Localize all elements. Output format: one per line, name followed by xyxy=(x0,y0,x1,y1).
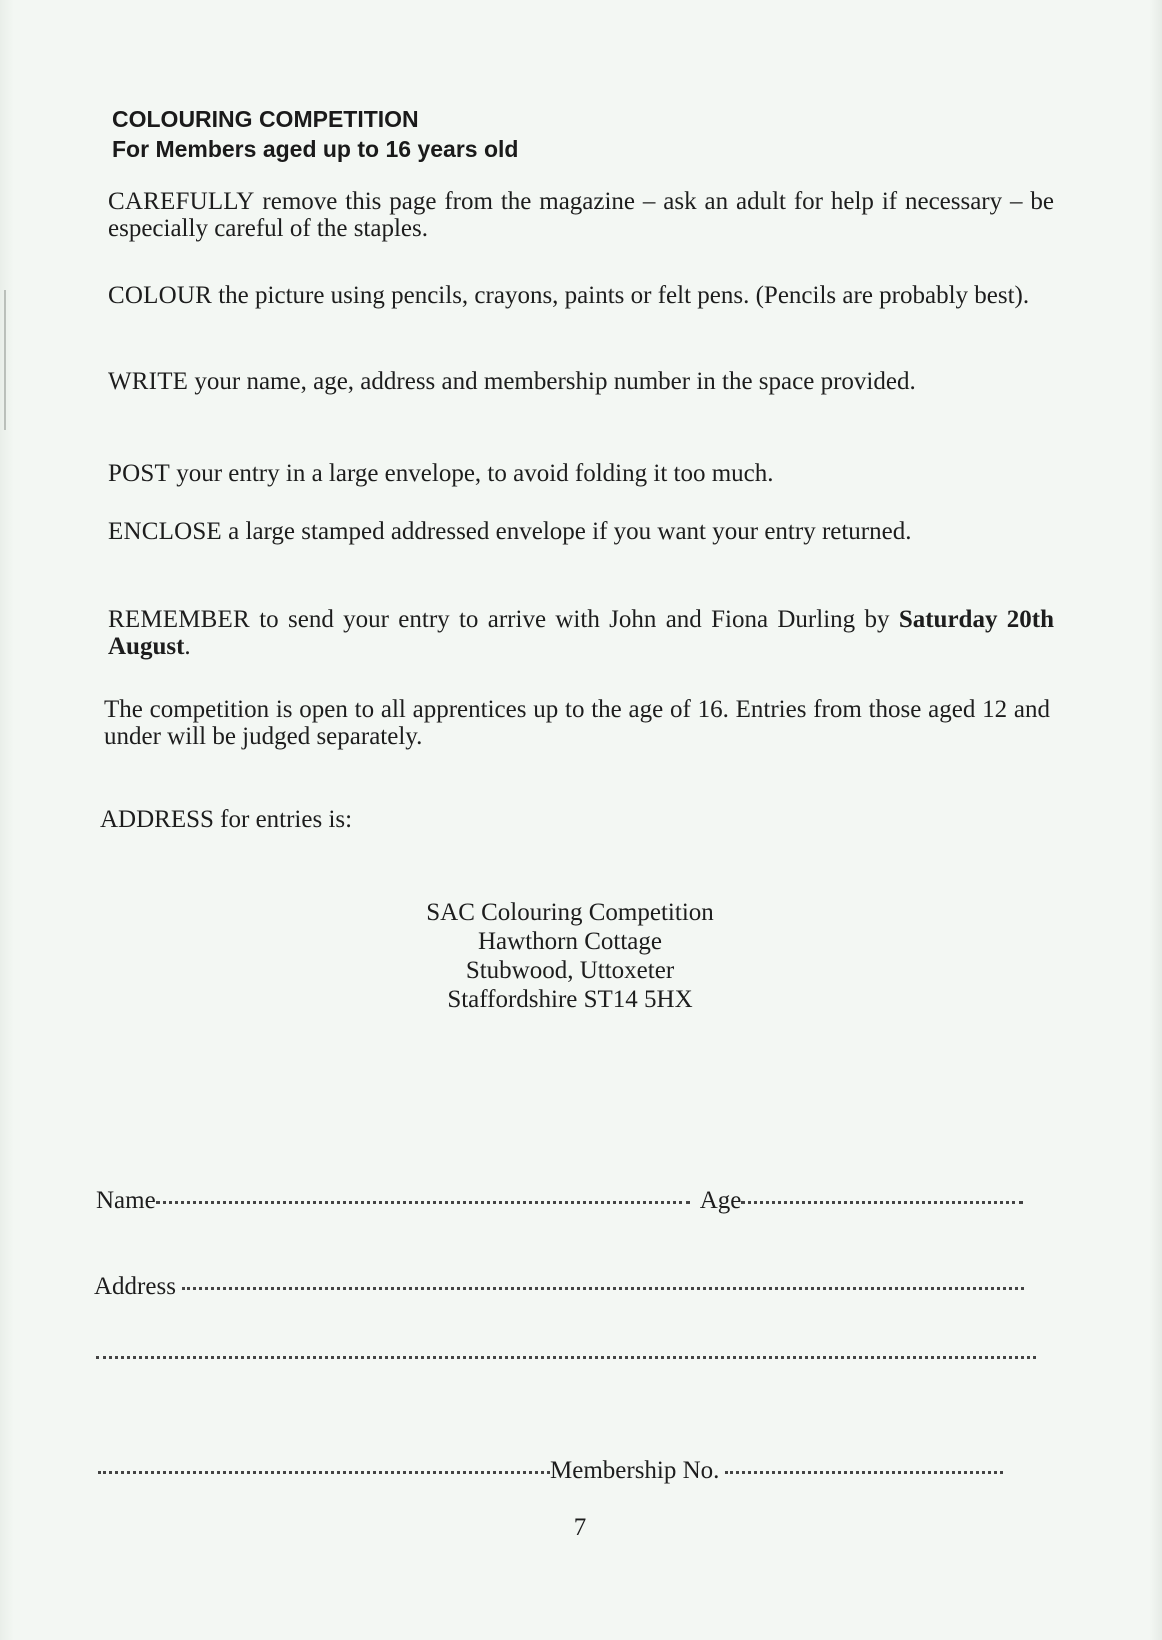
address-field-1[interactable] xyxy=(182,1287,1024,1290)
address-label: ADDRESS for entries is: xyxy=(100,806,353,833)
address-row-2 xyxy=(96,1360,1040,1363)
instruction-enclose xyxy=(108,518,1054,545)
membership-field[interactable] xyxy=(725,1471,1003,1474)
instruction-tail: . xyxy=(184,633,191,660)
heading-subtitle: For Members aged up to 16 years old xyxy=(112,136,519,162)
instruction-text: a large stamped addressed envelope if you want your entry returned. xyxy=(221,518,912,545)
address-line: Staffordshire ST14 5HX xyxy=(447,986,693,1013)
membership-row xyxy=(98,1456,1042,1486)
instruction-lead: REMEMBER xyxy=(108,606,250,633)
name-label: Name xyxy=(96,1187,156,1214)
heading-title: COLOURING COMPETITION xyxy=(112,106,419,132)
form-address-label: Address xyxy=(94,1273,176,1300)
instruction-remember xyxy=(108,606,1054,660)
instruction-colour xyxy=(108,282,1054,309)
deadline-date: Saturday 20th August xyxy=(108,606,1054,660)
instruction-lead: ENCLOSE xyxy=(108,518,222,545)
entry-address xyxy=(330,898,810,1014)
instruction-post xyxy=(108,460,1054,487)
instruction-lead: WRITE xyxy=(108,368,189,395)
name-age-row xyxy=(96,1186,1040,1216)
instruction-text: remove this page from the magazine – ask an adult for help if necessary – be especially careful of the staples. xyxy=(108,188,1054,242)
address-field-2[interactable] xyxy=(96,1356,1036,1359)
instruction-text: the picture using pencils, crayons, paints or felt pens. (Pencils are probably best). xyxy=(211,282,1030,309)
competition-heading xyxy=(112,104,518,164)
page-number: 7 xyxy=(573,1514,587,1541)
address-row xyxy=(94,1272,1038,1302)
address-field-3[interactable] xyxy=(98,1471,550,1474)
instruction-carefully xyxy=(108,188,1054,242)
instruction-text: to send your entry to arrive with John and Fiona Durling by xyxy=(249,606,899,633)
instruction-text: your name, age, address and membership number in the space provided. xyxy=(188,368,916,395)
membership-label: Membership No. xyxy=(550,1457,720,1484)
age-label: Age xyxy=(699,1187,742,1214)
instruction-lead: CAREFULLY xyxy=(108,188,255,215)
eligibility-text: The competition is open to all apprentices up to the age of 16. Entries from those aged 12 and under will be judged separately. xyxy=(104,696,1050,750)
instruction-lead: COLOUR xyxy=(108,282,212,309)
address-line: SAC Colouring Competition xyxy=(426,899,714,926)
instruction-write xyxy=(108,368,1054,395)
address-line: Hawthorn Cottage xyxy=(478,928,662,955)
instruction-text: your entry in a large envelope, to avoid folding it too much. xyxy=(169,460,774,487)
age-field[interactable] xyxy=(741,1201,1023,1204)
instruction-lead: POST xyxy=(108,460,170,487)
address-line: Stubwood, Uttoxeter xyxy=(465,957,675,984)
binding-shadow xyxy=(4,290,6,430)
name-field[interactable] xyxy=(156,1201,690,1204)
